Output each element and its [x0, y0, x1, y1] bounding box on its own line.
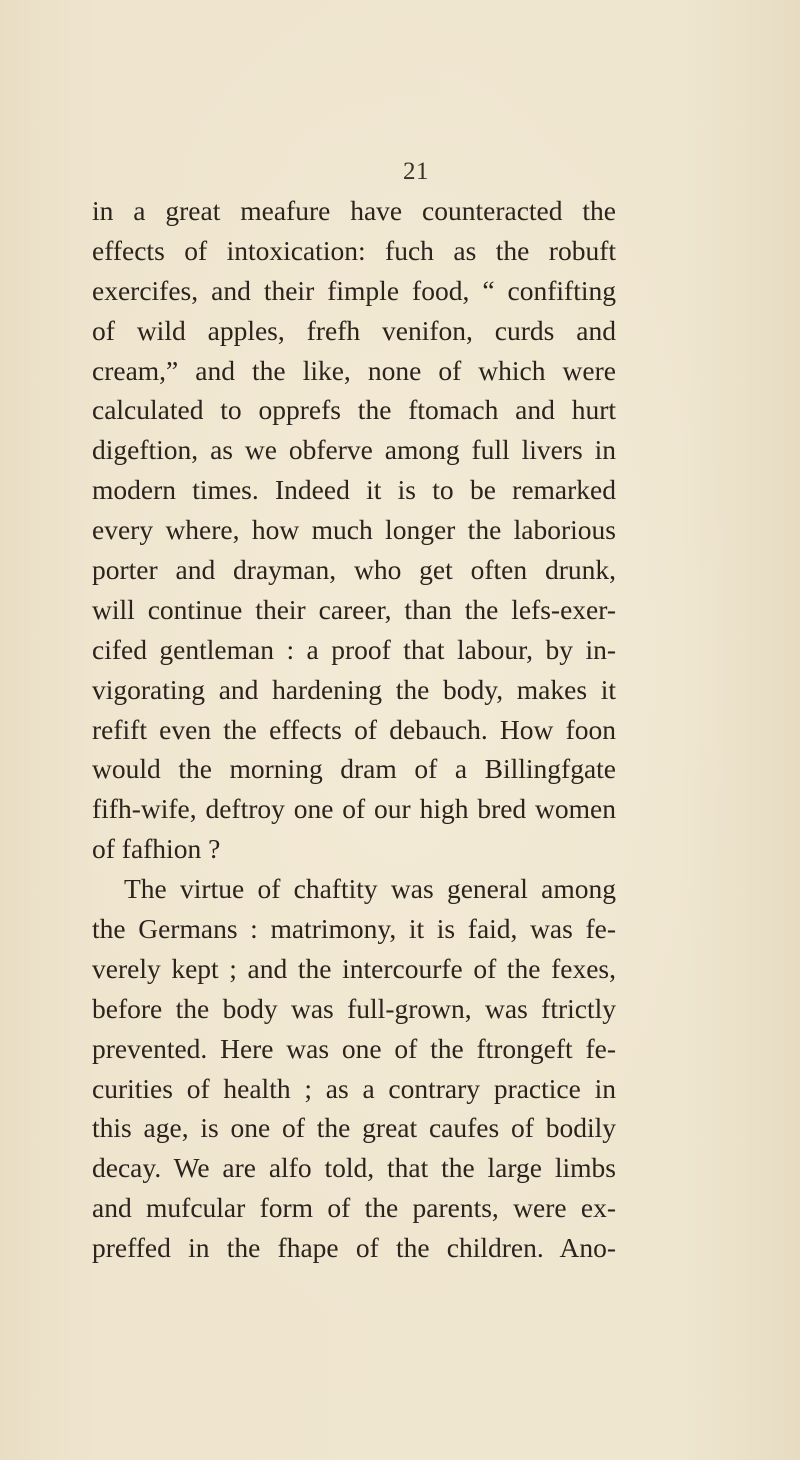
- text-line: cifed gentleman : a proof that labour, by in-: [92, 633, 616, 665]
- text-line: digeftion, as we obferve among full livers in: [92, 434, 616, 466]
- text-line: would the morning dram of a Billingfgate: [92, 753, 616, 785]
- text-line: prevented. Here was one of the ftrongeft fe-: [92, 1032, 616, 1064]
- paragraph-start-line: The virtue of chaftity was general among: [124, 873, 616, 905]
- text-line: cream,” and the like, none of which were: [92, 354, 616, 386]
- text-line: and mufcular form of the parents, were ex-: [92, 1192, 616, 1224]
- text-line: before the body was full-grown, was ftrictly: [92, 992, 616, 1024]
- text-line: every where, how much longer the laborious: [92, 514, 616, 546]
- text-line: fifh-wife, deftroy one of our high bred women: [92, 793, 616, 825]
- text-line: modern times. Indeed it is to be remarked: [92, 474, 616, 506]
- text-line: in a great meafure have counteracted the: [92, 195, 616, 226]
- text-line: effects of intoxication: fuch as the robuft: [92, 234, 616, 266]
- text-line: this age, is one of the great caufes of bodily: [92, 1112, 616, 1144]
- text-line: decay. We are alfo told, that the large limbs: [92, 1152, 616, 1184]
- text-line: calculated to opprefs the ftomach and hurt: [92, 394, 616, 426]
- text-line: verely kept ; and the intercourfe of the fexes,: [92, 952, 616, 984]
- text-line: the Germans : matrimony, it is faid, was fe-: [92, 913, 616, 945]
- text-line: of fafhion ?: [92, 833, 221, 865]
- page-number: 21: [403, 158, 429, 185]
- text-line: of wild apples, frefh venifon, curds and: [92, 314, 616, 346]
- text-line: preffed in the fhape of the children. Ano-: [92, 1232, 616, 1264]
- text-line: refift even the effects of debauch. How foon: [92, 713, 616, 745]
- text-line: vigorating and hardening the body, makes it: [92, 673, 616, 705]
- text-line: porter and drayman, who get often drunk,: [92, 554, 616, 586]
- text-line: curities of health ; as a contrary practice in: [92, 1072, 616, 1104]
- body-text: [92, 191, 616, 1268]
- text-line: will continue their career, than the lefs-exer-: [92, 593, 616, 625]
- text-line: exercifes, and their fimple food, “ confifting: [92, 274, 616, 306]
